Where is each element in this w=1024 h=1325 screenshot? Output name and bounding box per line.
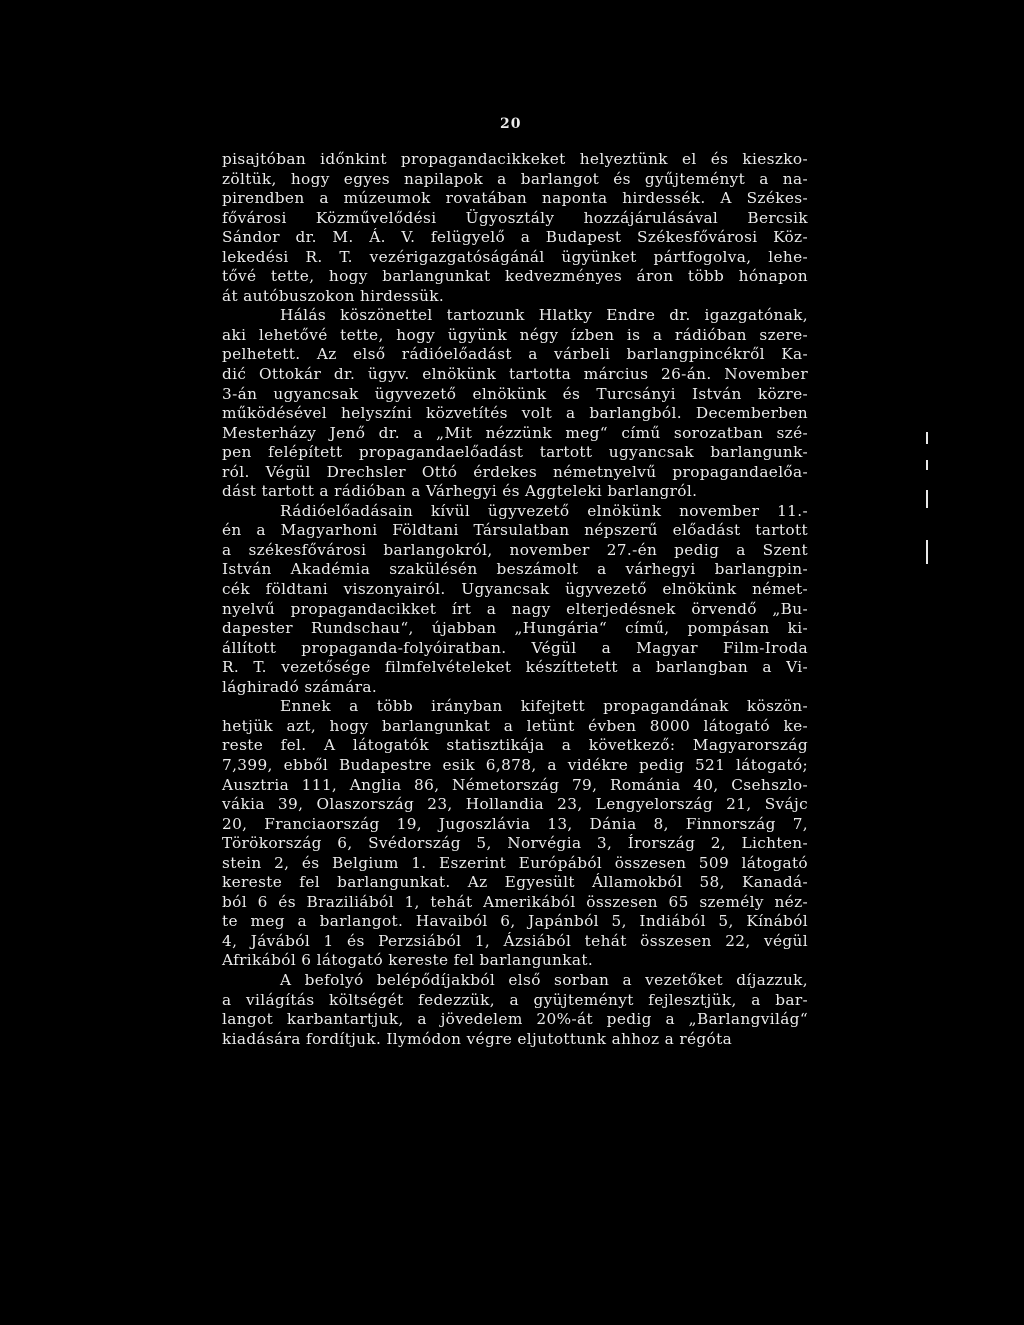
text-line: lekedési R. T. vezérigazgatóságánál ügyünket pártfogolva, lehe- (222, 247, 808, 266)
text-line: dapester Rundschau“, újabban „Hungária“ című, pompásan ki- (222, 619, 808, 638)
text-line: fővárosi Közművelődési Ügyosztály hozzájárulásával Bercsik (222, 208, 808, 227)
margin-mark (926, 490, 928, 508)
text-line: pisajtóban időnkint propagandacikkeket helyeztünk el és kieszko- (222, 150, 808, 168)
text-line: 4, Jávából 1 és Perzsiából 1, Ázsiából tehát összesen 22, végül (222, 931, 808, 950)
text-line: A befolyó belépődíjakból első sorban a vezetőket díjazzuk, (280, 970, 808, 989)
text-line: Törökország 6, Svédország 5, Norvégia 3, Írország 2, Lichten- (222, 834, 808, 853)
paragraph (222, 150, 808, 306)
text-line: 20, Franciaország 19, Jugoszlávia 13, Dánia 8, Finnország 7, (222, 814, 808, 833)
text-line: langot karbantartjuk, a jövedelem 20%-át pedig a „Barlangvilág“ (222, 1010, 808, 1029)
text-line: Hálás köszönettel tartozunk Hlatky Endre dr. igazgatónak, (280, 306, 808, 325)
paragraph (222, 697, 808, 971)
text-line: lághiradó számára. (222, 677, 378, 696)
text-line: Ausztria 111, Anglia 86, Németország 79, Románia 40, Csehszlo- (222, 775, 808, 794)
text-line: működésével helyszíni közvetítés volt a barlangból. Decemberben (222, 404, 808, 423)
text-line: cék földtani viszonyairól. Ugyancsak ügyvezető elnökünk német- (222, 580, 808, 599)
text-line: át autóbuszokon hirdessük. (222, 286, 445, 305)
paragraph (222, 502, 808, 697)
text-line: 3-án ugyancsak ügyvezető elnökünk és Turcsányi István közre- (222, 384, 808, 403)
margin-mark (926, 432, 928, 444)
text-line: Sándor dr. M. Á. V. felügyelő a Budapest Székesfővárosi Köz- (222, 228, 808, 247)
margin-mark (926, 540, 928, 564)
text-line: kereste fel barlangunkat. Az Egyesült Államokból 58, Kanadá- (222, 873, 808, 892)
paragraph (222, 971, 808, 1049)
text-line: Ennek a több irányban kifejtett propagandának köszön- (280, 697, 808, 716)
text-line: a világítás költségét fedezzük, a gyüjteményt fejlesztjük, a bar- (222, 990, 808, 1009)
text-line: pen felépített propagandaelőadást tartott ugyancsak barlangunk- (222, 443, 808, 462)
text-line: nyelvű propagandacikket írt a nagy elterjedésnek örvendő „Bu- (222, 599, 808, 618)
text-line: vákia 39, Olaszország 23, Hollandia 23, Lengyelország 21, Svájc (222, 795, 808, 814)
text-line: R. T. vezetősége filmfelvételeket készíttetett a barlangban a Vi- (222, 658, 808, 677)
margin-mark (926, 460, 928, 470)
text-line: állított propaganda-folyóiratban. Végül a Magyar Film-Iroda (222, 638, 808, 657)
paragraph (222, 306, 808, 501)
text-line: pelhetett. Az első rádióelőadást a várbeli barlangpincékről Ka- (222, 345, 808, 364)
text-line: Afrikából 6 látogató kereste fel barlangunkat. (222, 951, 594, 970)
page-number: 20 (500, 116, 522, 132)
article-body (222, 150, 808, 1049)
text-line: én a Magyarhoni Földtani Társulatban népszerű előadást tartott (222, 521, 808, 540)
text-line: Mesterházy Jenő dr. a „Mit nézzünk meg“ című sorozatban szé- (222, 423, 808, 442)
text-line: stein 2, és Belgium 1. Eszerint Európából összesen 509 látogató (222, 853, 808, 872)
text-line: Rádióelőadásain kívül ügyvezető elnökünk november 11.- (280, 501, 808, 520)
text-line: aki lehetővé tette, hogy ügyünk négy ízben is a rádióban szere- (222, 325, 808, 344)
text-line: dić Ottokár dr. ügyv. elnökünk tartotta március 26-án. November (222, 365, 808, 384)
text-line: ból 6 és Braziliából 1, tehát Amerikából összesen 65 személy néz- (222, 892, 808, 911)
text-line: reste fel. A látogatók statisztikája a következő: Magyarország (222, 736, 808, 755)
text-line: kiadására fordítjuk. Ilymódon végre eljutottunk ahhoz a régóta (222, 1029, 733, 1048)
text-line: 7,399, ebből Budapestre esik 6,878, a vidékre pedig 521 látogató; (222, 755, 808, 774)
text-line: hetjük azt, hogy barlangunkat a letünt évben 8000 látogató ke- (222, 716, 808, 735)
text-line: te meg a barlangot. Havaiból 6, Japánból 5, Indiából 5, Kínából (222, 912, 808, 931)
text-line: ról. Végül Drechsler Ottó érdekes németnyelvű propagandaelőa- (222, 462, 808, 481)
text-line: István Akadémia szakülésén beszámolt a várhegyi barlangpin- (222, 560, 808, 579)
text-line: pirendben a múzeumok rovatában naponta hirdessék. A Székes- (222, 189, 808, 208)
text-line: a székesfővárosi barlangokról, november 27.-én pedig a Szent (222, 540, 808, 559)
text-line: dást tartott a rádióban a Várhegyi és Aggteleki barlangról. (222, 482, 698, 501)
text-line: tővé tette, hogy barlangunkat kedvezményes áron több hónapon (222, 267, 808, 286)
text-line: zöltük, hogy egyes napilapok a barlangot és gyűjteményt a na- (222, 169, 808, 188)
